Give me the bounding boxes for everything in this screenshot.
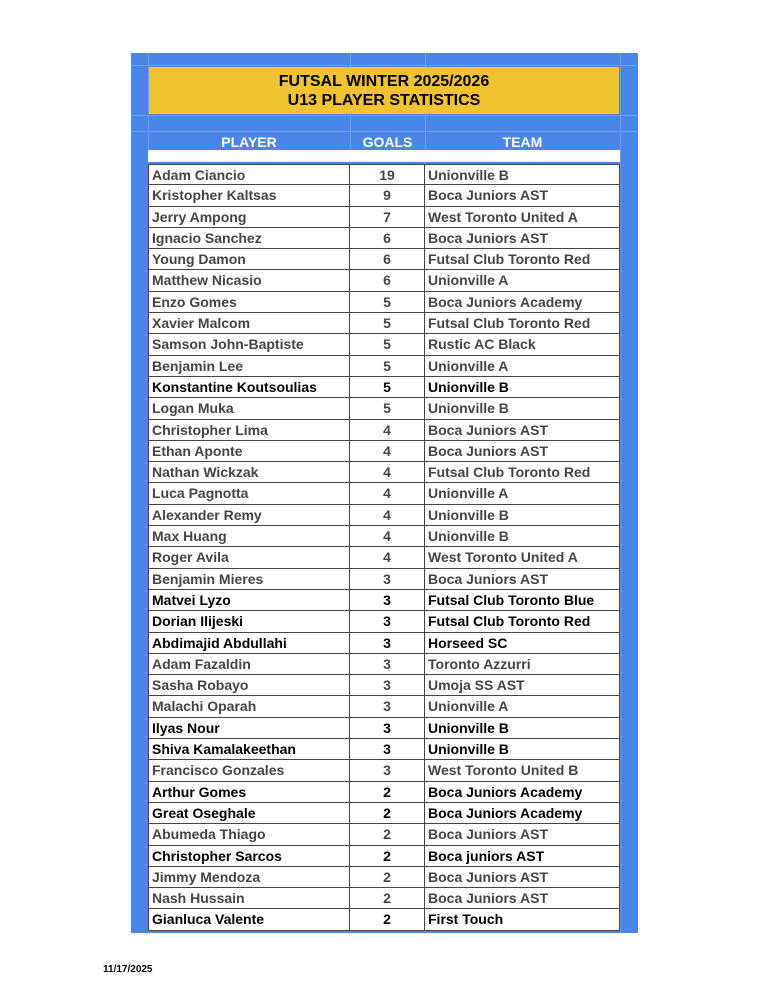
table-row (148, 185, 620, 206)
team-cell: Futsal Club Toronto Red (425, 313, 620, 334)
player-cell: Roger Avila (148, 547, 350, 568)
goals-cell: 2 (350, 803, 425, 824)
title-line-1: FUTSAL WINTER 2025/2026 (278, 72, 490, 90)
team-cell: Unionville B (425, 526, 620, 547)
team-cell: Unionville B (425, 505, 620, 526)
player-cell: Abumeda Thiago (148, 824, 350, 845)
table-row (148, 611, 620, 632)
title-line-2: U13 PLAYER STATISTICS (287, 91, 481, 109)
team-cell: Boca juniors AST (425, 846, 620, 867)
table-row (148, 483, 620, 504)
table-row (148, 675, 620, 696)
player-cell: Matvei Lyzo (148, 590, 350, 611)
team-cell: Unionville A (425, 270, 620, 291)
goals-cell: 6 (350, 249, 425, 270)
team-cell: Unionville A (425, 356, 620, 377)
player-cell: Dorian Ilijeski (148, 611, 350, 632)
team-cell: Unionville B (425, 718, 620, 739)
team-cell: Boca Juniors Academy (425, 292, 620, 313)
table-row (148, 270, 620, 291)
team-cell: West Toronto United A (425, 547, 620, 568)
table-row (148, 334, 620, 355)
player-cell: Alexander Remy (148, 505, 350, 526)
player-cell: Young Damon (148, 249, 350, 270)
player-cell: Benjamin Mieres (148, 569, 350, 590)
team-cell: Boca Juniors Academy (425, 803, 620, 824)
team-cell: Boca Juniors AST (425, 185, 620, 206)
table-row (148, 760, 620, 781)
team-cell: First Touch (425, 909, 620, 930)
table-row (148, 313, 620, 334)
goals-cell: 19 (350, 164, 425, 185)
table-row (148, 526, 620, 547)
team-cell: Toronto Azzurri (425, 654, 620, 675)
table-row (148, 207, 620, 228)
grid-line (131, 131, 638, 132)
footer-date: 11/17/2025 (103, 964, 153, 975)
table-row (148, 292, 620, 313)
team-cell: West Toronto United B (425, 760, 620, 781)
blank-row (148, 150, 620, 162)
player-cell: Nash Hussain (148, 888, 350, 909)
goals-cell: 5 (350, 334, 425, 355)
goals-cell: 3 (350, 675, 425, 696)
player-cell: Ethan Aponte (148, 441, 350, 462)
team-cell: Umoja SS AST (425, 675, 620, 696)
table-row (148, 398, 620, 419)
goals-cell: 3 (350, 718, 425, 739)
player-cell: Jimmy Mendoza (148, 867, 350, 888)
goals-cell: 4 (350, 547, 425, 568)
goals-cell: 2 (350, 909, 425, 930)
team-cell: Unionville B (425, 398, 620, 419)
player-cell: Sasha Robayo (148, 675, 350, 696)
team-cell: Unionville A (425, 483, 620, 504)
goals-cell: 3 (350, 696, 425, 717)
table-row (148, 696, 620, 717)
goals-cell: 2 (350, 824, 425, 845)
grid-line (131, 115, 638, 116)
player-cell: Adam Fazaldin (148, 654, 350, 675)
player-stats-table (148, 164, 620, 931)
player-cell: Konstantine Koutsoulias (148, 377, 350, 398)
player-cell: Luca Pagnotta (148, 483, 350, 504)
goals-cell: 6 (350, 228, 425, 249)
goals-cell: 4 (350, 483, 425, 504)
table-row (148, 590, 620, 611)
goals-cell: 2 (350, 888, 425, 909)
player-cell: Arthur Gomes (148, 782, 350, 803)
team-cell: Futsal Club Toronto Red (425, 462, 620, 483)
table-row (148, 867, 620, 888)
table-row (148, 888, 620, 909)
table-row (148, 803, 620, 824)
goals-cell: 5 (350, 313, 425, 334)
table-row (148, 547, 620, 568)
goals-cell: 3 (350, 633, 425, 654)
table-row (148, 846, 620, 867)
goals-cell: 9 (350, 185, 425, 206)
goals-cell: 5 (350, 356, 425, 377)
player-cell: Samson John-Baptiste (148, 334, 350, 355)
table-row (148, 228, 620, 249)
goals-cell: 2 (350, 782, 425, 803)
team-cell: Boca Juniors AST (425, 420, 620, 441)
table-row (148, 718, 620, 739)
goals-cell: 2 (350, 846, 425, 867)
table-row (148, 441, 620, 462)
player-cell: Christopher Sarcos (148, 846, 350, 867)
table-row (148, 824, 620, 845)
table-row (148, 249, 620, 270)
table-row (148, 633, 620, 654)
team-cell: Horseed SC (425, 633, 620, 654)
goals-cell: 5 (350, 292, 425, 313)
goals-cell: 5 (350, 398, 425, 419)
player-cell: Nathan Wickzak (148, 462, 350, 483)
player-cell: Xavier Malcom (148, 313, 350, 334)
table-row (148, 909, 620, 930)
team-cell: Futsal Club Toronto Red (425, 611, 620, 632)
goals-cell: 4 (350, 526, 425, 547)
team-cell: Unionville B (425, 739, 620, 760)
player-cell: Francisco Gonzales (148, 760, 350, 781)
table-row (148, 739, 620, 760)
goals-cell: 3 (350, 590, 425, 611)
player-cell: Great Oseghale (148, 803, 350, 824)
team-cell: Boca Juniors Academy (425, 782, 620, 803)
title-banner (149, 67, 619, 114)
table-row (148, 782, 620, 803)
team-cell: Boca Juniors AST (425, 824, 620, 845)
header-player: PLAYER (221, 134, 277, 150)
goals-cell: 4 (350, 462, 425, 483)
table-row (148, 654, 620, 675)
table-row (148, 569, 620, 590)
team-cell: Futsal Club Toronto Blue (425, 590, 620, 611)
player-cell: Enzo Gomes (148, 292, 350, 313)
team-cell: Futsal Club Toronto Red (425, 249, 620, 270)
table-row (148, 462, 620, 483)
table-row (148, 505, 620, 526)
table-row (148, 420, 620, 441)
team-cell: Rustic AC Black (425, 334, 620, 355)
goals-cell: 4 (350, 505, 425, 526)
player-cell: Benjamin Lee (148, 356, 350, 377)
player-cell: Jerry Ampong (148, 207, 350, 228)
team-cell: Boca Juniors AST (425, 888, 620, 909)
header-team: TEAM (502, 134, 543, 150)
team-cell: Boca Juniors AST (425, 867, 620, 888)
goals-cell: 3 (350, 611, 425, 632)
table-row (148, 356, 620, 377)
goals-cell: 3 (350, 739, 425, 760)
goals-cell: 3 (350, 654, 425, 675)
player-cell: Christopher Lima (148, 420, 350, 441)
team-cell: Boca Juniors AST (425, 441, 620, 462)
player-cell: Adam Ciancio (148, 164, 350, 185)
goals-cell: 2 (350, 867, 425, 888)
team-cell: West Toronto United A (425, 207, 620, 228)
player-cell: Kristopher Kaltsas (148, 185, 350, 206)
team-cell: Unionville B (425, 164, 620, 185)
goals-cell: 3 (350, 569, 425, 590)
team-cell: Boca Juniors AST (425, 228, 620, 249)
goals-cell: 4 (350, 420, 425, 441)
grid-line (620, 53, 621, 933)
team-cell: Unionville A (425, 696, 620, 717)
player-cell: Ilyas Nour (148, 718, 350, 739)
player-cell: Ignacio Sanchez (148, 228, 350, 249)
goals-cell: 5 (350, 377, 425, 398)
team-cell: Unionville B (425, 377, 620, 398)
grid-line (131, 65, 638, 66)
goals-cell: 7 (350, 207, 425, 228)
team-cell: Boca Juniors AST (425, 569, 620, 590)
goals-cell: 6 (350, 270, 425, 291)
player-cell: Gianluca Valente (148, 909, 350, 930)
spreadsheet-area (131, 53, 638, 933)
player-cell: Malachi Oparah (148, 696, 350, 717)
table-row (148, 377, 620, 398)
player-cell: Matthew Nicasio (148, 270, 350, 291)
goals-cell: 4 (350, 441, 425, 462)
player-cell: Abdimajid Abdullahi (148, 633, 350, 654)
player-cell: Shiva Kamalakeethan (148, 739, 350, 760)
header-goals: GOALS (362, 134, 413, 150)
player-cell: Max Huang (148, 526, 350, 547)
goals-cell: 3 (350, 760, 425, 781)
player-cell: Logan Muka (148, 398, 350, 419)
table-row (148, 164, 620, 185)
